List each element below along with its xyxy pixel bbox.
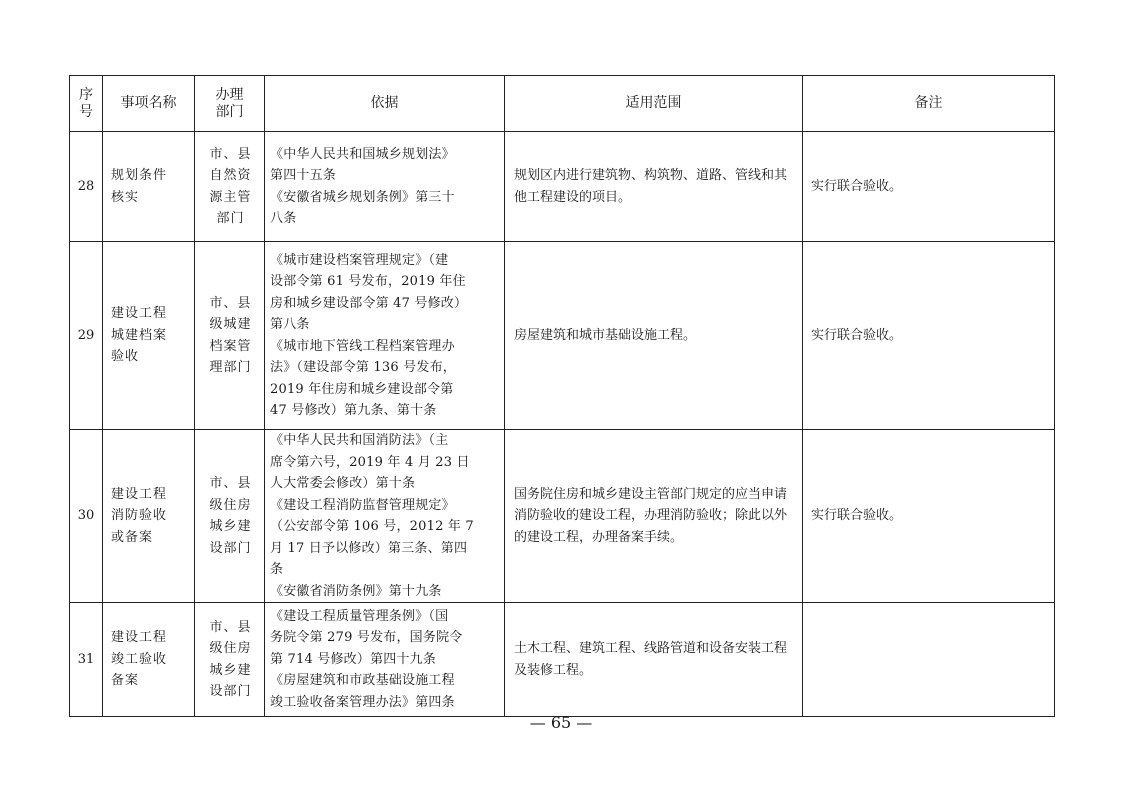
handling-department: 市、县级住房城乡建设部门 [195, 603, 265, 717]
table-header-row [70, 76, 1055, 132]
basis-line: 《安徽省城乡规划条例》第三十 [270, 189, 455, 205]
remarks [803, 603, 1055, 717]
basis-line: 47 号修改）第九条、第十条 [270, 403, 437, 418]
applicable-scope: 规划区内进行建筑物、构筑物、道路、管线和其他工程建设的项目。 [505, 132, 803, 242]
item-name: 规划条件核实 [103, 132, 195, 242]
header-name: 事项名称 [103, 76, 195, 132]
row-number: 28 [70, 132, 103, 242]
legal-basis [265, 603, 505, 717]
basis-line: 设部令第 61 号发布，2019 年住 [270, 274, 466, 289]
item-name: 建设工程消防验收或备案 [103, 430, 195, 603]
basis-line: 月 17 日予以修改）第三条、第四 [270, 540, 468, 556]
page-number: — 65 — [529, 713, 593, 732]
basis-line: 法》（建设部令第 136 号发布， [270, 360, 456, 375]
header-note: 备注 [803, 76, 1055, 132]
basis-line: 《建设工程质量管理条例》（国 [270, 608, 449, 624]
basis-line: 第四十五条 [270, 168, 337, 183]
basis-line: 《房屋建筑和市政基础设施工程 [270, 673, 455, 689]
basis-line: 《建设工程消防监督管理规定》 [270, 497, 455, 513]
legal-basis [265, 242, 505, 430]
legal-basis [265, 430, 505, 603]
header-scope: 适用范围 [505, 76, 803, 132]
basis-line: 务院令第 279 号发布，国务院令 [270, 630, 463, 646]
table-row [70, 430, 1055, 603]
basis-line: 《中华人民共和国消防法》（主 [270, 433, 449, 448]
handling-department: 市、县级住房城乡建设部门 [195, 430, 265, 603]
row-number: 30 [70, 430, 103, 603]
approval-items-table [69, 75, 1055, 717]
basis-line: 《城市建设档案管理规定》（建 [270, 252, 449, 268]
table-row [70, 132, 1055, 242]
basis-line: （公安部令第 106 号，2012 年 7 [270, 519, 474, 534]
remarks: 实行联合验收。 [803, 132, 1055, 242]
handling-department: 市、县自然资源主管部门 [195, 132, 265, 242]
remarks: 实行联合验收。 [803, 430, 1055, 603]
basis-line: 人大常委会修改）第十条 [270, 476, 416, 491]
basis-line: 第 714 号修改）第四十九条 [270, 651, 437, 667]
table-row [70, 242, 1055, 430]
header-basis: 依据 [265, 76, 505, 132]
legal-basis [265, 132, 505, 242]
handling-department: 市、县级城建档案管理部门 [195, 242, 265, 430]
basis-line: 八条 [270, 211, 297, 226]
table-row [70, 603, 1055, 717]
item-name: 建设工程竣工验收备案 [103, 603, 195, 717]
basis-line: 2019 年住房和城乡建设部令第 [270, 381, 454, 397]
row-number: 31 [70, 603, 103, 717]
basis-line: 竣工验收备案管理办法》第四条 [270, 694, 455, 710]
row-number: 29 [70, 242, 103, 430]
basis-line: 房和城乡建设部令第 47 号修改） [270, 295, 468, 311]
applicable-scope: 土木工程、建筑工程、线路管道和设备安装工程及装修工程。 [505, 603, 803, 717]
basis-line: 席令第六号，2019 年 4 月 23 日 [270, 454, 470, 470]
basis-line: 《安徽省消防条例》第十九条 [270, 583, 442, 599]
basis-line: 《城市地下管线工程档案管理办 [270, 338, 455, 354]
item-name: 建设工程城建档案验收 [103, 242, 195, 430]
basis-line: 《中华人民共和国城乡规划法》 [270, 146, 455, 162]
basis-line: 条 [270, 562, 284, 577]
applicable-scope: 国务院住房和城乡建设主管部门规定的应当申请消防验收的建设工程，办理消防验收；除此以外的建设工程，办理备案手续。 [505, 430, 803, 603]
header-dept: 办理部门 [195, 76, 265, 132]
basis-line: 第八条 [270, 317, 310, 332]
header-no: 序号 [70, 76, 103, 132]
applicable-scope: 房屋建筑和城市基础设施工程。 [505, 242, 803, 430]
remarks: 实行联合验收。 [803, 242, 1055, 430]
